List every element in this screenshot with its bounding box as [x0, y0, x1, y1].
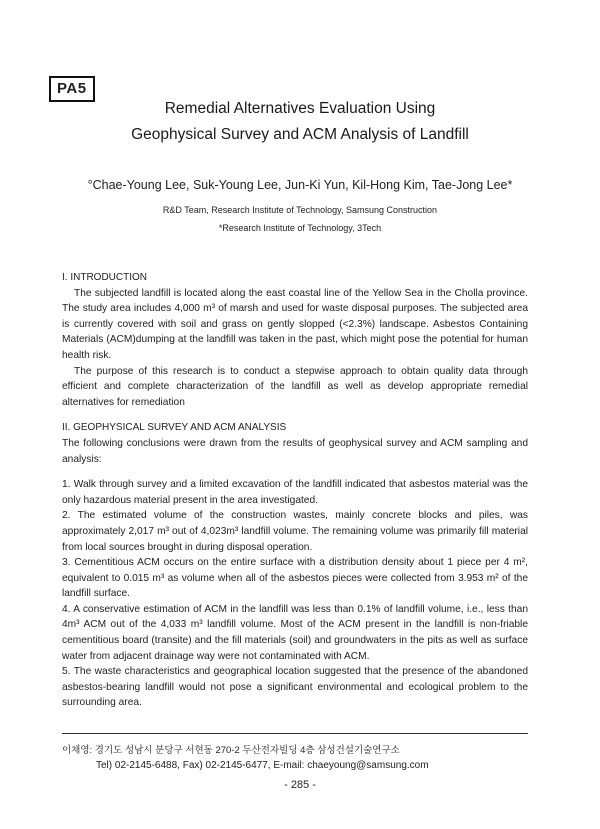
list-item: 5. The waste characteristics and geographical location suggested that the presence of the abandoned asbestos-bearing landfill would not pose a significant environmental and ecological problem to the surrounding area. — [62, 666, 528, 709]
section-2-intro: The following conclusions were drawn from the results of geophysical survey and ACM sampling and analysis: — [62, 437, 528, 465]
affiliation-1: R&D Team, Research Institute of Technology, Samsung Construction — [162, 205, 438, 215]
list-item: 2. The estimated volume of the construction wastes, mainly concrete blocks and piles, was approximately 2,017 m³ out of 4,023m³ landfill volume. The remaining volume was primarily fill material from local sources brought in during disposal operation. — [62, 510, 528, 553]
footer-contact: Tel) 02-2145-6488, Fax) 02-2145-6477, E-mail: chaeyoung@samsung.com — [96, 760, 429, 771]
footer-divider — [62, 733, 528, 734]
section-2-heading: II. GEOPHYSICAL SURVEY AND ACM ANALYSIS — [62, 422, 287, 434]
list-item: 3. Cementitious ACM occurs on the entire surface with a distribution density about 1 piece per 4 m², equivalent to 0.015 m³ as volume when all of the asbestos pieces were collected from 3.953 m² of the landfill surface. — [62, 557, 528, 600]
title-line-2: Geophysical Survey and ACM Analysis of Landfill — [131, 126, 469, 143]
paper-tag: PA5 — [49, 76, 95, 102]
body-text — [62, 270, 528, 711]
authors: °Chae-Young Lee, Suk-Young Lee, Jun-Ki Yun, Kil-Hong Kim, Tae-Jong Lee* — [87, 178, 513, 192]
title-line-1: Remedial Alternatives Evaluation Using — [164, 100, 436, 117]
affiliation-2: *Research Institute of Technology, 3Tech — [218, 223, 382, 233]
list-item: 4. A conservative estimation of ACM in the landfill was less than 0.1% of landfill volume, i.e., less than 4m³ ACM out of the 4,033 m³ landfill volume. Most of the ACM present in the landfill is non-friable cementitious board (transite) and the fill materials (soil) and groundwaters in the pits as well as surface water from adjacent drainage way were not contaminated with ACM. — [62, 603, 528, 662]
page-number: - 285 - — [284, 779, 316, 791]
list-item: 1. Walk through survey and a limited excavation of the landfill indicated that asbestos material was the only hazardous material present in the area investigated. — [62, 479, 528, 506]
section-1-paragraph-1: The subjected landfill is located along the east coastal line of the Yellow Sea in the Cholla province. The study area includes 4,000 m³ of marsh and used for waste disposal purposes. The subjected area is currently covered with soil and grass on gently slopped (<2.3%) landscape. Asbestos Containing Materials (ACM)dumping at the landfill was taken in the past, which might pose the potential for human health risk. — [62, 287, 528, 361]
section-1-paragraph-2: The purpose of this research is to conduct a stepwise approach to obtain quality data through efficient and complete characterization of the landfill as well as develop appropriate remedial alternatives for remediation — [62, 365, 528, 408]
footer-address: 이채영: 경기도 성남시 분당구 서현동 270-2 두산전자빌딩 4층 삼성건설기술연구소 — [62, 745, 400, 756]
section-1-heading: I. INTRODUCTION — [62, 272, 147, 283]
